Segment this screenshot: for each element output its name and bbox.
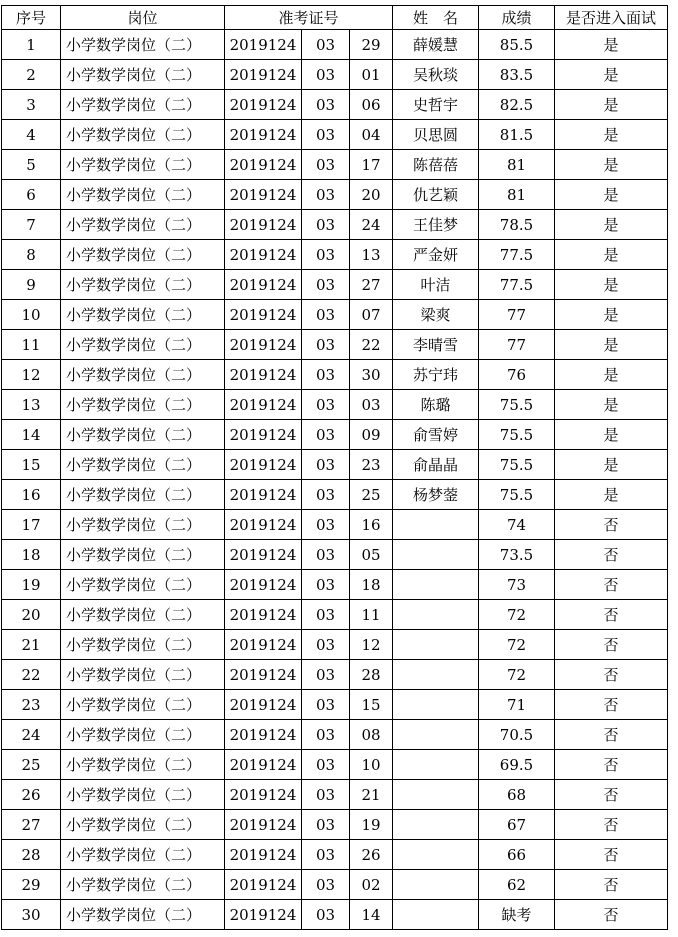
cell-score: 69.5: [479, 750, 555, 780]
cell-score: 75.5: [479, 390, 555, 420]
cell-name: 贝思圆: [393, 120, 479, 150]
cell-exam-no-part2: 03: [302, 660, 350, 690]
cell-post: 小学数学岗位（二）: [61, 510, 225, 540]
cell-exam-no-part1: 2019124: [225, 210, 302, 240]
cell-exam-no-part1: 2019124: [225, 870, 302, 900]
cell-name: [393, 900, 479, 930]
cell-exam-no-part1: 2019124: [225, 420, 302, 450]
cell-exam-no-part3: 27: [350, 270, 393, 300]
cell-index: 27: [2, 810, 61, 840]
cell-interview: 是: [555, 180, 668, 210]
cell-exam-no-part1: 2019124: [225, 780, 302, 810]
cell-name: 陈璐: [393, 390, 479, 420]
results-table: [1, 5, 668, 930]
cell-exam-no-part1: 2019124: [225, 480, 302, 510]
cell-score: 71: [479, 690, 555, 720]
table-row: [2, 510, 668, 540]
cell-post: 小学数学岗位（二）: [61, 750, 225, 780]
cell-post: 小学数学岗位（二）: [61, 840, 225, 870]
cell-interview: 是: [555, 150, 668, 180]
cell-exam-no-part2: 03: [302, 360, 350, 390]
header-exam-no: 准考证号: [225, 6, 393, 30]
cell-exam-no-part3: 03: [350, 390, 393, 420]
cell-interview: 是: [555, 360, 668, 390]
cell-index: 16: [2, 480, 61, 510]
table-row: [2, 210, 668, 240]
cell-interview: 是: [555, 240, 668, 270]
header-score: 成绩: [479, 6, 555, 30]
cell-post: 小学数学岗位（二）: [61, 90, 225, 120]
cell-post: 小学数学岗位（二）: [61, 810, 225, 840]
cell-exam-no-part3: 25: [350, 480, 393, 510]
cell-exam-no-part1: 2019124: [225, 750, 302, 780]
cell-index: 11: [2, 330, 61, 360]
cell-exam-no-part3: 23: [350, 450, 393, 480]
cell-interview: 否: [555, 720, 668, 750]
cell-exam-no-part2: 03: [302, 630, 350, 660]
cell-exam-no-part3: 08: [350, 720, 393, 750]
cell-name: 俞雪婷: [393, 420, 479, 450]
cell-exam-no-part3: 24: [350, 210, 393, 240]
cell-interview: 是: [555, 210, 668, 240]
table-row: [2, 600, 668, 630]
cell-name: [393, 870, 479, 900]
cell-exam-no-part1: 2019124: [225, 630, 302, 660]
cell-name: 杨梦蓥: [393, 480, 479, 510]
cell-exam-no-part2: 03: [302, 150, 350, 180]
header-interview: 是否进入面试: [555, 6, 668, 30]
cell-name: 叶洁: [393, 270, 479, 300]
header-index: 序号: [2, 6, 61, 30]
table-row: [2, 870, 668, 900]
cell-interview: 否: [555, 540, 668, 570]
cell-interview: 是: [555, 30, 668, 60]
cell-exam-no-part3: 11: [350, 600, 393, 630]
cell-exam-no-part3: 15: [350, 690, 393, 720]
cell-post: 小学数学岗位（二）: [61, 900, 225, 930]
cell-exam-no-part2: 03: [302, 270, 350, 300]
cell-exam-no-part2: 03: [302, 420, 350, 450]
cell-post: 小学数学岗位（二）: [61, 450, 225, 480]
cell-name: [393, 810, 479, 840]
cell-score: 77.5: [479, 270, 555, 300]
cell-score: 81.5: [479, 120, 555, 150]
cell-name: [393, 630, 479, 660]
cell-exam-no-part2: 03: [302, 840, 350, 870]
cell-score: 缺考: [479, 900, 555, 930]
cell-post: 小学数学岗位（二）: [61, 630, 225, 660]
cell-name: [393, 660, 479, 690]
cell-exam-no-part2: 03: [302, 720, 350, 750]
cell-index: 20: [2, 600, 61, 630]
cell-index: 18: [2, 540, 61, 570]
cell-post: 小学数学岗位（二）: [61, 540, 225, 570]
cell-post: 小学数学岗位（二）: [61, 780, 225, 810]
cell-exam-no-part3: 05: [350, 540, 393, 570]
cell-exam-no-part3: 18: [350, 570, 393, 600]
table-row: [2, 180, 668, 210]
cell-interview: 否: [555, 840, 668, 870]
cell-interview: 是: [555, 330, 668, 360]
cell-score: 77: [479, 300, 555, 330]
cell-exam-no-part1: 2019124: [225, 180, 302, 210]
cell-post: 小学数学岗位（二）: [61, 210, 225, 240]
cell-score: 77: [479, 330, 555, 360]
cell-name: 陈蓓蓓: [393, 150, 479, 180]
cell-name: 薛媛慧: [393, 30, 479, 60]
cell-interview: 是: [555, 450, 668, 480]
cell-exam-no-part2: 03: [302, 570, 350, 600]
cell-score: 81: [479, 150, 555, 180]
cell-index: 26: [2, 780, 61, 810]
cell-index: 9: [2, 270, 61, 300]
cell-post: 小学数学岗位（二）: [61, 480, 225, 510]
cell-post: 小学数学岗位（二）: [61, 390, 225, 420]
cell-index: 17: [2, 510, 61, 540]
cell-index: 13: [2, 390, 61, 420]
cell-score: 72: [479, 660, 555, 690]
cell-index: 12: [2, 360, 61, 390]
table-row: [2, 840, 668, 870]
cell-index: 25: [2, 750, 61, 780]
cell-exam-no-part2: 03: [302, 540, 350, 570]
cell-exam-no-part3: 26: [350, 840, 393, 870]
table-row: [2, 150, 668, 180]
cell-index: 1: [2, 30, 61, 60]
cell-name: 严金妍: [393, 240, 479, 270]
cell-post: 小学数学岗位（二）: [61, 360, 225, 390]
cell-score: 75.5: [479, 450, 555, 480]
table-row: [2, 240, 668, 270]
table-row: [2, 450, 668, 480]
table-row: [2, 300, 668, 330]
cell-index: 21: [2, 630, 61, 660]
cell-exam-no-part2: 03: [302, 780, 350, 810]
cell-interview: 否: [555, 660, 668, 690]
table-row: [2, 480, 668, 510]
cell-score: 70.5: [479, 720, 555, 750]
cell-index: 5: [2, 150, 61, 180]
cell-score: 66: [479, 840, 555, 870]
cell-exam-no-part3: 07: [350, 300, 393, 330]
table-row: [2, 90, 668, 120]
cell-exam-no-part1: 2019124: [225, 240, 302, 270]
cell-interview: 否: [555, 750, 668, 780]
cell-interview: 否: [555, 600, 668, 630]
cell-score: 75.5: [479, 420, 555, 450]
cell-interview: 是: [555, 390, 668, 420]
cell-exam-no-part2: 03: [302, 900, 350, 930]
cell-interview: 否: [555, 570, 668, 600]
cell-interview: 否: [555, 630, 668, 660]
cell-name: [393, 720, 479, 750]
cell-exam-no-part3: 12: [350, 630, 393, 660]
cell-interview: 否: [555, 510, 668, 540]
cell-index: 23: [2, 690, 61, 720]
cell-exam-no-part2: 03: [302, 60, 350, 90]
cell-index: 28: [2, 840, 61, 870]
cell-score: 67: [479, 810, 555, 840]
cell-interview: 是: [555, 120, 668, 150]
cell-exam-no-part3: 16: [350, 510, 393, 540]
cell-score: 83.5: [479, 60, 555, 90]
table-row: [2, 120, 668, 150]
cell-exam-no-part1: 2019124: [225, 90, 302, 120]
cell-post: 小学数学岗位（二）: [61, 870, 225, 900]
cell-post: 小学数学岗位（二）: [61, 30, 225, 60]
table-row: [2, 810, 668, 840]
cell-name: 李晴雪: [393, 330, 479, 360]
cell-exam-no-part1: 2019124: [225, 570, 302, 600]
cell-interview: 否: [555, 870, 668, 900]
table-row: [2, 750, 668, 780]
table-row: [2, 360, 668, 390]
cell-index: 8: [2, 240, 61, 270]
cell-exam-no-part2: 03: [302, 600, 350, 630]
cell-index: 2: [2, 60, 61, 90]
table-row: [2, 780, 668, 810]
table-row: [2, 900, 668, 930]
cell-post: 小学数学岗位（二）: [61, 180, 225, 210]
cell-exam-no-part1: 2019124: [225, 60, 302, 90]
cell-exam-no-part2: 03: [302, 450, 350, 480]
cell-interview: 是: [555, 480, 668, 510]
cell-exam-no-part1: 2019124: [225, 720, 302, 750]
cell-index: 24: [2, 720, 61, 750]
cell-exam-no-part1: 2019124: [225, 900, 302, 930]
cell-index: 29: [2, 870, 61, 900]
cell-name: [393, 570, 479, 600]
cell-score: 72: [479, 630, 555, 660]
cell-interview: 否: [555, 780, 668, 810]
cell-exam-no-part2: 03: [302, 390, 350, 420]
cell-exam-no-part2: 03: [302, 90, 350, 120]
table-row: [2, 60, 668, 90]
cell-exam-no-part1: 2019124: [225, 510, 302, 540]
cell-index: 14: [2, 420, 61, 450]
cell-post: 小学数学岗位（二）: [61, 690, 225, 720]
cell-name: [393, 600, 479, 630]
cell-exam-no-part3: 20: [350, 180, 393, 210]
cell-index: 30: [2, 900, 61, 930]
table-header-row: [2, 6, 668, 30]
cell-exam-no-part2: 03: [302, 480, 350, 510]
cell-exam-no-part3: 10: [350, 750, 393, 780]
table-row: [2, 420, 668, 450]
header-name: 姓 名: [393, 6, 479, 30]
cell-exam-no-part2: 03: [302, 210, 350, 240]
table-row: [2, 720, 668, 750]
cell-post: 小学数学岗位（二）: [61, 420, 225, 450]
cell-exam-no-part1: 2019124: [225, 120, 302, 150]
cell-interview: 否: [555, 900, 668, 930]
cell-exam-no-part3: 22: [350, 330, 393, 360]
cell-score: 73: [479, 570, 555, 600]
cell-name: [393, 510, 479, 540]
cell-exam-no-part2: 03: [302, 300, 350, 330]
cell-exam-no-part3: 19: [350, 810, 393, 840]
cell-name: 俞晶晶: [393, 450, 479, 480]
cell-index: 15: [2, 450, 61, 480]
cell-exam-no-part3: 01: [350, 60, 393, 90]
cell-index: 4: [2, 120, 61, 150]
cell-index: 3: [2, 90, 61, 120]
cell-exam-no-part1: 2019124: [225, 810, 302, 840]
cell-post: 小学数学岗位（二）: [61, 240, 225, 270]
cell-exam-no-part3: 02: [350, 870, 393, 900]
cell-score: 68: [479, 780, 555, 810]
cell-interview: 否: [555, 810, 668, 840]
cell-score: 76: [479, 360, 555, 390]
cell-name: [393, 690, 479, 720]
table-row: [2, 270, 668, 300]
cell-exam-no-part2: 03: [302, 120, 350, 150]
cell-index: 19: [2, 570, 61, 600]
table-row: [2, 30, 668, 60]
cell-exam-no-part1: 2019124: [225, 330, 302, 360]
cell-index: 22: [2, 660, 61, 690]
cell-exam-no-part1: 2019124: [225, 690, 302, 720]
cell-exam-no-part3: 30: [350, 360, 393, 390]
table-row: [2, 570, 668, 600]
cell-score: 77.5: [479, 240, 555, 270]
cell-exam-no-part1: 2019124: [225, 450, 302, 480]
cell-exam-no-part2: 03: [302, 870, 350, 900]
cell-name: 梁爽: [393, 300, 479, 330]
cell-exam-no-part1: 2019124: [225, 540, 302, 570]
cell-score: 85.5: [479, 30, 555, 60]
cell-score: 81: [479, 180, 555, 210]
cell-exam-no-part3: 28: [350, 660, 393, 690]
cell-score: 62: [479, 870, 555, 900]
cell-score: 72: [479, 600, 555, 630]
cell-index: 10: [2, 300, 61, 330]
cell-interview: 是: [555, 60, 668, 90]
table-row: [2, 390, 668, 420]
cell-post: 小学数学岗位（二）: [61, 300, 225, 330]
cell-exam-no-part2: 03: [302, 510, 350, 540]
cell-index: 6: [2, 180, 61, 210]
cell-post: 小学数学岗位（二）: [61, 330, 225, 360]
cell-exam-no-part3: 21: [350, 780, 393, 810]
cell-exam-no-part2: 03: [302, 330, 350, 360]
cell-exam-no-part2: 03: [302, 180, 350, 210]
cell-exam-no-part2: 03: [302, 240, 350, 270]
cell-post: 小学数学岗位（二）: [61, 570, 225, 600]
table-row: [2, 330, 668, 360]
cell-score: 74: [479, 510, 555, 540]
table-row: [2, 660, 668, 690]
cell-exam-no-part3: 17: [350, 150, 393, 180]
cell-name: 王佳梦: [393, 210, 479, 240]
cell-post: 小学数学岗位（二）: [61, 270, 225, 300]
cell-exam-no-part1: 2019124: [225, 150, 302, 180]
cell-exam-no-part1: 2019124: [225, 840, 302, 870]
cell-name: [393, 780, 479, 810]
cell-exam-no-part1: 2019124: [225, 390, 302, 420]
header-post: 岗位: [61, 6, 225, 30]
cell-name: [393, 750, 479, 780]
cell-post: 小学数学岗位（二）: [61, 60, 225, 90]
cell-post: 小学数学岗位（二）: [61, 660, 225, 690]
cell-exam-no-part1: 2019124: [225, 300, 302, 330]
cell-exam-no-part2: 03: [302, 810, 350, 840]
cell-exam-no-part1: 2019124: [225, 270, 302, 300]
cell-score: 82.5: [479, 90, 555, 120]
table-row: [2, 690, 668, 720]
cell-post: 小学数学岗位（二）: [61, 150, 225, 180]
cell-name: 史哲宇: [393, 90, 479, 120]
cell-exam-no-part3: 13: [350, 240, 393, 270]
cell-name: [393, 540, 479, 570]
cell-name: 仇艺颖: [393, 180, 479, 210]
cell-name: [393, 840, 479, 870]
cell-exam-no-part1: 2019124: [225, 600, 302, 630]
cell-exam-no-part2: 03: [302, 30, 350, 60]
cell-exam-no-part2: 03: [302, 690, 350, 720]
cell-interview: 否: [555, 690, 668, 720]
cell-post: 小学数学岗位（二）: [61, 120, 225, 150]
cell-exam-no-part3: 06: [350, 90, 393, 120]
cell-interview: 是: [555, 300, 668, 330]
cell-interview: 是: [555, 420, 668, 450]
cell-exam-no-part3: 04: [350, 120, 393, 150]
cell-name: 苏宁玮: [393, 360, 479, 390]
cell-name: 吴秋琰: [393, 60, 479, 90]
cell-score: 73.5: [479, 540, 555, 570]
table-row: [2, 630, 668, 660]
table-row: [2, 540, 668, 570]
cell-post: 小学数学岗位（二）: [61, 600, 225, 630]
cell-interview: 是: [555, 270, 668, 300]
cell-exam-no-part3: 09: [350, 420, 393, 450]
cell-interview: 是: [555, 90, 668, 120]
cell-exam-no-part1: 2019124: [225, 360, 302, 390]
cell-exam-no-part3: 29: [350, 30, 393, 60]
cell-score: 75.5: [479, 480, 555, 510]
cell-index: 7: [2, 210, 61, 240]
cell-exam-no-part1: 2019124: [225, 660, 302, 690]
cell-score: 78.5: [479, 210, 555, 240]
cell-exam-no-part2: 03: [302, 750, 350, 780]
cell-exam-no-part3: 14: [350, 900, 393, 930]
cell-post: 小学数学岗位（二）: [61, 720, 225, 750]
cell-exam-no-part1: 2019124: [225, 30, 302, 60]
